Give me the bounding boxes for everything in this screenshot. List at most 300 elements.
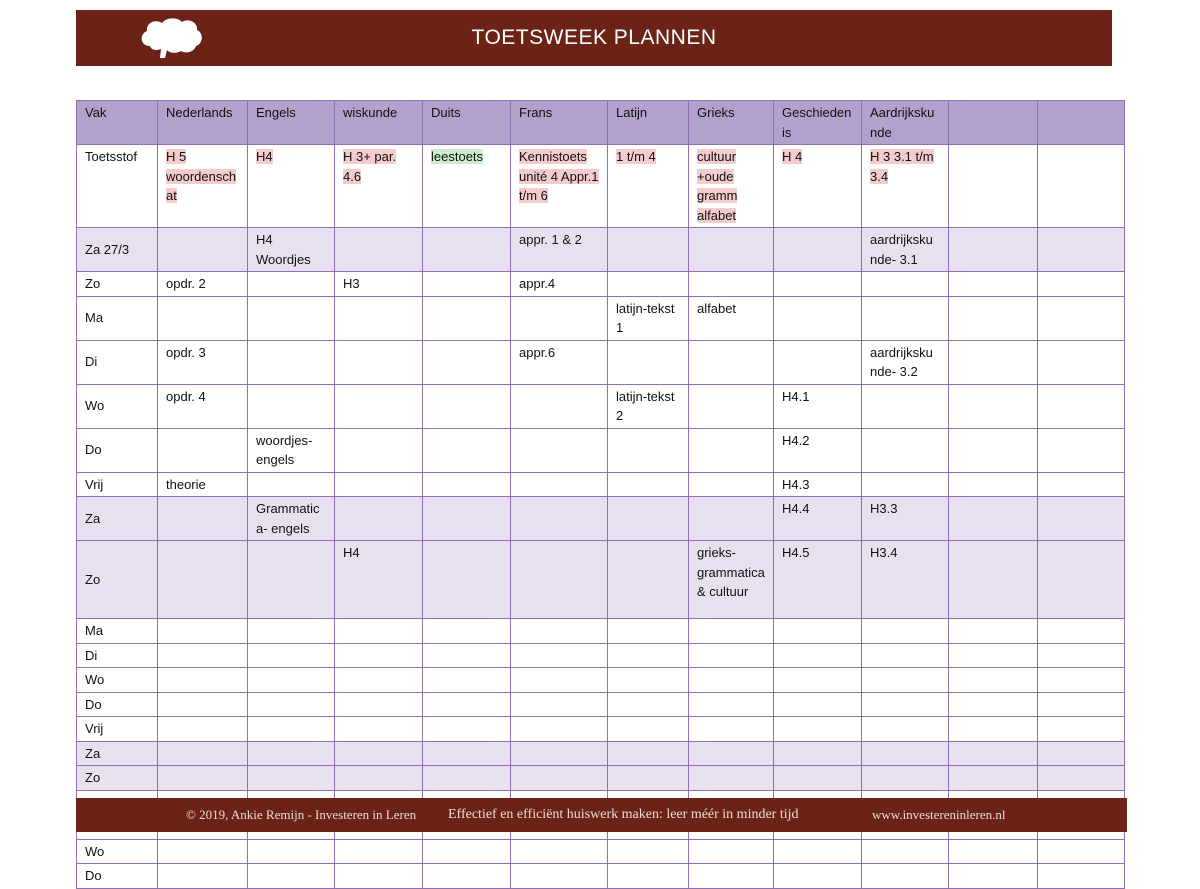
day-label-text: Za xyxy=(85,510,101,526)
table-cell xyxy=(949,228,1038,272)
table-cell xyxy=(949,384,1038,428)
footer-url: www.investereninleren.nl xyxy=(872,807,1006,822)
table-cell xyxy=(423,668,511,693)
table-cell xyxy=(248,692,335,717)
table-cell xyxy=(774,839,862,864)
table-cell xyxy=(949,340,1038,384)
table-cell xyxy=(423,864,511,889)
table-cell xyxy=(949,272,1038,297)
table-cell xyxy=(158,228,248,272)
table-cell xyxy=(774,472,862,497)
table-cell xyxy=(248,839,335,864)
title-banner xyxy=(76,10,1112,66)
toetsstof-cell xyxy=(158,145,248,228)
table-cell xyxy=(158,766,248,791)
table-row xyxy=(77,428,1125,472)
table-cell xyxy=(608,428,689,472)
table-cell xyxy=(608,384,689,428)
day-label-text: Vrij xyxy=(85,721,104,736)
day-label xyxy=(77,717,158,742)
day-label-text: Wo xyxy=(85,843,105,859)
table-cell xyxy=(689,541,774,619)
column-header-text: Duits xyxy=(431,105,461,120)
day-label xyxy=(77,541,158,619)
day-label xyxy=(77,692,158,717)
table-cell xyxy=(1038,668,1125,693)
table-cell xyxy=(248,272,335,297)
toetsstof-cell-text: H 5 woordenschat xyxy=(166,149,237,203)
table-cell xyxy=(862,428,949,472)
day-label-text: Di xyxy=(85,354,98,370)
table-cell xyxy=(862,497,949,541)
table-cell xyxy=(1038,839,1125,864)
table-cell xyxy=(423,340,511,384)
table-cell-text: opdr. 3 xyxy=(166,344,206,360)
table-cell xyxy=(511,864,608,889)
table-cell xyxy=(689,384,774,428)
table-cell xyxy=(862,864,949,889)
table-cell xyxy=(248,340,335,384)
table-cell xyxy=(423,839,511,864)
table-row xyxy=(77,384,1125,428)
table-cell xyxy=(335,692,423,717)
table-cell xyxy=(335,384,423,428)
toetsstof-cell xyxy=(774,145,862,228)
table-cell xyxy=(511,472,608,497)
column-header xyxy=(335,101,423,145)
toetsstof-cell-text: H 3+ par. 4.6 xyxy=(343,149,397,184)
table-cell-text: appr.6 xyxy=(519,344,556,360)
toetsstof-cell-text: H4 xyxy=(256,149,273,164)
column-header xyxy=(608,101,689,145)
table-cell xyxy=(511,272,608,297)
table-cell xyxy=(608,692,689,717)
column-header xyxy=(158,101,248,145)
table-cell xyxy=(158,272,248,297)
table-cell xyxy=(1038,272,1125,297)
table-cell xyxy=(335,839,423,864)
table-cell xyxy=(862,272,949,297)
table-cell xyxy=(608,668,689,693)
table-row xyxy=(77,668,1125,693)
table-cell xyxy=(608,272,689,297)
table-cell xyxy=(248,643,335,668)
day-label-text: Zo xyxy=(85,276,101,291)
toetsstof-row xyxy=(77,145,1125,228)
table-cell-text: H4.5 xyxy=(782,545,810,560)
table-cell xyxy=(158,643,248,668)
table-cell xyxy=(608,296,689,340)
table-cell xyxy=(423,717,511,742)
table-cell xyxy=(689,228,774,272)
table-cell xyxy=(158,741,248,766)
table-cell xyxy=(423,228,511,272)
table-cell xyxy=(511,541,608,619)
table-cell xyxy=(423,296,511,340)
day-label xyxy=(77,643,158,668)
table-cell xyxy=(511,497,608,541)
table-cell xyxy=(248,766,335,791)
table-cell xyxy=(862,692,949,717)
table-cell xyxy=(774,668,862,693)
table-row xyxy=(77,692,1125,717)
table-cell xyxy=(608,864,689,889)
toetsstof-cell xyxy=(1038,145,1125,228)
table-cell xyxy=(862,228,949,272)
table-cell xyxy=(335,340,423,384)
toetsstof-cell xyxy=(423,145,511,228)
footer-bar xyxy=(76,798,1127,832)
table-cell xyxy=(511,384,608,428)
table-cell xyxy=(335,717,423,742)
table-cell xyxy=(511,428,608,472)
table-cell xyxy=(423,384,511,428)
table-cell xyxy=(1038,296,1125,340)
table-cell xyxy=(608,541,689,619)
column-header xyxy=(248,101,335,145)
table-cell xyxy=(511,692,608,717)
table-cell xyxy=(335,272,423,297)
table-cell xyxy=(689,497,774,541)
table-row xyxy=(77,296,1125,340)
header-row xyxy=(77,101,1125,145)
table-cell-text: H3.4 xyxy=(870,545,898,560)
table-cell xyxy=(511,228,608,272)
table-cell xyxy=(774,717,862,742)
table-cell xyxy=(774,766,862,791)
table-cell xyxy=(949,864,1038,889)
table-cell xyxy=(608,643,689,668)
table-cell xyxy=(774,741,862,766)
table-cell xyxy=(862,472,949,497)
table-cell xyxy=(949,472,1038,497)
table-row xyxy=(77,741,1125,766)
table-cell xyxy=(949,692,1038,717)
table-cell xyxy=(774,340,862,384)
toetsstof-cell-text: leestoets xyxy=(431,149,484,164)
table-cell xyxy=(608,228,689,272)
table-cell-text: appr. 1 & 2 xyxy=(519,232,582,247)
planner-table xyxy=(76,100,1125,889)
table-cell xyxy=(335,497,423,541)
table-cell xyxy=(248,428,335,472)
table-cell xyxy=(689,296,774,340)
day-label xyxy=(77,497,158,541)
day-label xyxy=(77,296,158,340)
table-cell xyxy=(774,428,862,472)
table-cell-text: H4 xyxy=(343,545,360,560)
table-cell xyxy=(689,472,774,497)
table-cell xyxy=(862,717,949,742)
column-header-text: Geschiedenis xyxy=(782,105,852,140)
toetsstof-cell-text: H 4 xyxy=(782,149,803,164)
column-header xyxy=(774,101,862,145)
table-cell xyxy=(689,619,774,644)
day-label xyxy=(77,472,158,497)
table-cell xyxy=(689,692,774,717)
table-cell xyxy=(248,864,335,889)
day-label xyxy=(77,340,158,384)
toetsstof-cell xyxy=(248,145,335,228)
day-label xyxy=(77,619,158,644)
table-cell xyxy=(774,864,862,889)
table-cell xyxy=(335,228,423,272)
table-cell xyxy=(248,497,335,541)
day-label xyxy=(77,839,158,864)
table-cell-text: Grammatica- engels xyxy=(256,501,320,536)
table-cell xyxy=(1038,497,1125,541)
table-cell xyxy=(511,340,608,384)
column-header xyxy=(689,101,774,145)
day-label xyxy=(77,428,158,472)
table-cell xyxy=(423,497,511,541)
column-header xyxy=(423,101,511,145)
column-header xyxy=(511,101,608,145)
table-cell xyxy=(158,472,248,497)
table-row xyxy=(77,619,1125,644)
table-cell-text: H3.3 xyxy=(870,501,898,516)
table-cell xyxy=(1038,384,1125,428)
day-label xyxy=(77,228,158,272)
table-cell xyxy=(689,428,774,472)
row-label xyxy=(77,145,158,228)
table-cell-text: H4 Woordjes xyxy=(256,232,311,267)
table-cell xyxy=(423,541,511,619)
table-cell xyxy=(949,619,1038,644)
table-cell-text: H4.1 xyxy=(782,388,810,404)
table-cell xyxy=(511,668,608,693)
day-label-text: Ma xyxy=(85,310,104,326)
table-cell-text: latijn-tekst 1 xyxy=(616,300,675,335)
table-row xyxy=(77,340,1125,384)
table-cell xyxy=(158,541,248,619)
table-cell xyxy=(335,541,423,619)
column-header-text: Engels xyxy=(256,105,296,120)
table-cell-text: grieks-grammatica & cultuur xyxy=(697,545,765,599)
table-cell xyxy=(862,741,949,766)
toetsstof-cell-text: cultuur +oude gramm alfabet xyxy=(697,149,738,223)
table-cell xyxy=(248,384,335,428)
column-header-text: Aardrijkskunde xyxy=(870,105,935,140)
column-header-text: Latijn xyxy=(616,105,648,120)
table-cell xyxy=(608,717,689,742)
table-cell xyxy=(1038,340,1125,384)
day-label xyxy=(77,766,158,791)
table-cell xyxy=(158,717,248,742)
table-cell xyxy=(158,692,248,717)
table-cell xyxy=(158,384,248,428)
footer-copyright: © 2019, Ankie Remijn - Investeren in Leren xyxy=(186,807,417,822)
table-cell xyxy=(423,272,511,297)
table-cell xyxy=(689,766,774,791)
table-cell xyxy=(248,668,335,693)
table-cell xyxy=(335,668,423,693)
table-cell xyxy=(862,668,949,693)
table-cell xyxy=(862,766,949,791)
table-cell-text: aardrijkskunde- 3.1 xyxy=(870,232,933,267)
day-label-text: Zo xyxy=(85,770,101,785)
toetsstof-cell xyxy=(608,145,689,228)
table-row xyxy=(77,541,1125,619)
table-cell xyxy=(862,619,949,644)
table-cell xyxy=(689,717,774,742)
table-cell xyxy=(689,272,774,297)
table-cell xyxy=(248,296,335,340)
day-label-text: Ma xyxy=(85,623,104,638)
table-cell-text: H3 xyxy=(343,276,360,291)
table-cell xyxy=(949,296,1038,340)
column-header-text: Vak xyxy=(85,105,107,120)
toetsstof-cell xyxy=(949,145,1038,228)
table-cell xyxy=(862,839,949,864)
table-cell xyxy=(949,766,1038,791)
table-cell-text: appr.4 xyxy=(519,276,556,291)
footer-slogan: Effectief en efficiënt huiswerk maken: leer méér in minder tijd xyxy=(448,807,799,822)
table-row xyxy=(77,864,1125,889)
day-label xyxy=(77,741,158,766)
toetsstof-cell xyxy=(511,145,608,228)
table-cell xyxy=(608,497,689,541)
table-row xyxy=(77,643,1125,668)
table-cell xyxy=(774,619,862,644)
table-cell xyxy=(158,619,248,644)
column-header-text: wiskunde xyxy=(343,105,398,120)
table-cell xyxy=(949,839,1038,864)
toetsstof-cell-text: 1 t/m 4 xyxy=(616,149,656,164)
table-cell xyxy=(774,272,862,297)
table-cell xyxy=(335,766,423,791)
table-cell xyxy=(689,643,774,668)
column-header xyxy=(77,101,158,145)
table-row xyxy=(77,472,1125,497)
table-cell xyxy=(158,497,248,541)
table-row xyxy=(77,717,1125,742)
table-cell xyxy=(1038,228,1125,272)
table-cell xyxy=(1038,619,1125,644)
table-cell xyxy=(774,228,862,272)
table-cell xyxy=(1038,428,1125,472)
table-cell xyxy=(689,741,774,766)
table-cell xyxy=(248,472,335,497)
table-cell xyxy=(511,643,608,668)
table-cell-text: latijn-tekst 2 xyxy=(616,388,675,423)
table-row xyxy=(77,272,1125,297)
table-cell xyxy=(949,741,1038,766)
table-row xyxy=(77,766,1125,791)
day-label-text: Do xyxy=(85,442,102,458)
column-header xyxy=(862,101,949,145)
table-cell xyxy=(774,541,862,619)
day-label-text: Za xyxy=(85,745,101,761)
table-cell xyxy=(511,619,608,644)
toetsstof-cell-text: Kennistoets unité 4 Appr.1 t/m 6 xyxy=(519,149,599,203)
table-cell xyxy=(423,692,511,717)
table-cell xyxy=(949,668,1038,693)
table-cell xyxy=(158,296,248,340)
day-label-text: Zo xyxy=(85,571,101,587)
table-cell xyxy=(949,497,1038,541)
table-cell xyxy=(774,643,862,668)
toetsstof-cell xyxy=(335,145,423,228)
table-cell xyxy=(248,541,335,619)
table-cell xyxy=(949,428,1038,472)
table-cell xyxy=(335,864,423,889)
table-cell xyxy=(511,741,608,766)
table-cell xyxy=(608,340,689,384)
column-header xyxy=(1038,101,1125,145)
table-cell xyxy=(511,766,608,791)
day-label-text: Wo xyxy=(85,672,105,687)
table-cell xyxy=(608,766,689,791)
table-cell-text: H4.4 xyxy=(782,501,810,516)
table-cell xyxy=(608,741,689,766)
table-cell xyxy=(689,839,774,864)
table-cell xyxy=(1038,864,1125,889)
table-cell xyxy=(1038,541,1125,619)
table-cell-text: aardrijkskunde- 3.2 xyxy=(870,344,933,379)
table-cell xyxy=(862,643,949,668)
table-cell xyxy=(608,839,689,864)
table-cell xyxy=(423,619,511,644)
table-cell xyxy=(1038,472,1125,497)
table-cell xyxy=(689,864,774,889)
column-header-text: Grieks xyxy=(697,105,735,120)
table-cell xyxy=(335,741,423,766)
table-cell xyxy=(774,384,862,428)
table-cell xyxy=(335,296,423,340)
table-cell xyxy=(335,428,423,472)
day-label-text: Vrij xyxy=(85,476,104,492)
table-cell xyxy=(774,296,862,340)
table-cell-text: theorie xyxy=(166,476,206,492)
day-label xyxy=(77,668,158,693)
table-cell xyxy=(862,340,949,384)
table-cell xyxy=(158,864,248,889)
table-cell xyxy=(158,839,248,864)
table-cell xyxy=(423,766,511,791)
table-row xyxy=(77,228,1125,272)
table-cell xyxy=(1038,643,1125,668)
table-cell xyxy=(248,619,335,644)
table-cell xyxy=(335,472,423,497)
table-cell xyxy=(608,472,689,497)
table-cell xyxy=(949,541,1038,619)
table-cell-text: alfabet xyxy=(697,300,737,316)
column-header xyxy=(949,101,1038,145)
table-cell-text: H4.3 xyxy=(782,476,810,492)
table-cell xyxy=(949,643,1038,668)
table-cell xyxy=(689,340,774,384)
table-cell xyxy=(1038,717,1125,742)
day-label-text: Za 27/3 xyxy=(85,241,130,257)
day-label xyxy=(77,384,158,428)
table-row xyxy=(77,839,1125,864)
table-cell-text: woordjes-engels xyxy=(256,432,313,467)
table-cell xyxy=(1038,692,1125,717)
table-cell-text: H4.2 xyxy=(782,432,810,448)
table-cell xyxy=(1038,741,1125,766)
table-row xyxy=(77,497,1125,541)
day-label-text: Wo xyxy=(85,398,105,414)
day-label xyxy=(77,272,158,297)
table-cell xyxy=(511,717,608,742)
column-header-text: Frans xyxy=(519,105,553,120)
table-cell xyxy=(248,228,335,272)
table-cell xyxy=(949,717,1038,742)
row-label-text: Toetsstof xyxy=(85,149,138,164)
table-cell xyxy=(248,717,335,742)
table-cell-text: opdr. 2 xyxy=(166,276,206,291)
